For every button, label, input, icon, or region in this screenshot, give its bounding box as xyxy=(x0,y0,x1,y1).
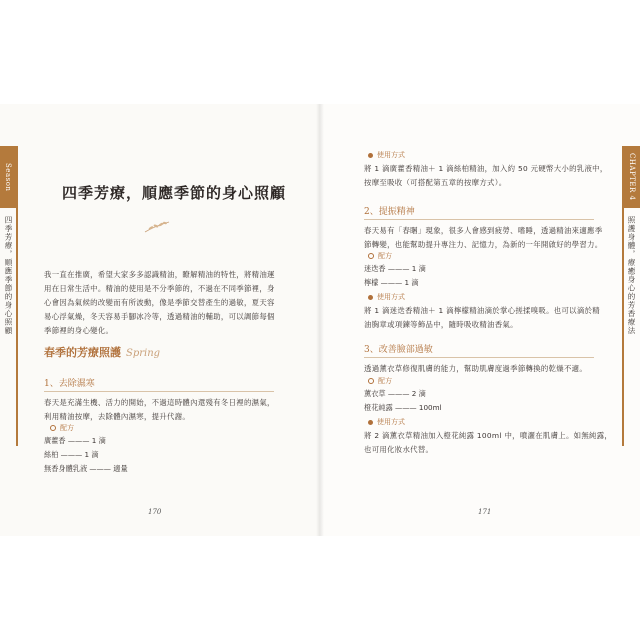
filled-dot-icon xyxy=(368,153,373,158)
recipe-item: 橙花純露 ——— 100ml xyxy=(364,403,442,412)
page-number-right: 171 xyxy=(478,508,492,516)
subsection-3-paragraph xyxy=(364,362,587,376)
recipe-label: 配方 xyxy=(368,376,392,386)
para-line: 春天易有「春睏」現象，很多人會感到疲勞、嗜睡，透過精油來適應季 xyxy=(364,226,603,235)
sprig-icon xyxy=(143,220,171,234)
para-line: 油胸章或項鍊等飾品中，隨時吸收精油香氣。 xyxy=(364,320,518,329)
filled-dot-icon xyxy=(368,295,373,300)
section-script: Spring xyxy=(126,348,161,359)
recipe-item: 無香身體乳液 ——— 適量 xyxy=(44,464,128,473)
usage-label: 使用方式 xyxy=(368,150,405,160)
recipe-item: 廣藿香 ——— 1 滴 xyxy=(44,436,106,445)
book-spread xyxy=(0,104,640,536)
recipe-item: 迷迭香 ——— 1 滴 xyxy=(364,264,426,273)
subsection-title-2: 2、提振精神 xyxy=(364,207,415,217)
open-dot-icon xyxy=(50,425,56,431)
intro-paragraph xyxy=(44,268,275,338)
right-side-caption: 照護身體，療癒身心的芳香療法 xyxy=(627,216,636,335)
section-title-text: 春季的芳療照護 xyxy=(44,346,121,359)
usage-2-paragraph xyxy=(364,304,600,332)
page-title: 四季芳療，順應季節的身心照顧 xyxy=(62,184,287,202)
usage-3-paragraph xyxy=(364,429,612,457)
subsection-title-1: 1、去除濕寒 xyxy=(44,379,95,389)
para-line: 春天是充滿生機、活力的開始，不過這時體內還殘有冬日裡的濕氣， xyxy=(44,398,275,407)
para-line: 利用精油按摩，去除體內濕寒，提升代謝。 xyxy=(44,412,191,421)
intro-line: 用在日常生活中。精油的使用是不分季節的，不過在不同季節裡，身 xyxy=(44,284,275,293)
intro-line: 心會因為氣候的改變而有所波動，像是季節交替產生的過敏，夏天容 xyxy=(44,298,275,307)
right-tab-label: CHAPTER 4 xyxy=(628,153,636,201)
open-dot-icon xyxy=(368,253,374,259)
recipe-item: 檸檬 ——— 1 滴 xyxy=(364,278,419,287)
recipe-item: 薰衣草 ——— 2 滴 xyxy=(364,389,426,398)
right-tab-strip xyxy=(622,146,624,446)
para-line: 也可用化妝水代替。 xyxy=(364,445,434,454)
page-number-left: 170 xyxy=(148,508,162,516)
subsection-2-paragraph xyxy=(364,224,602,252)
para-line: 將 2 滴薰衣草精油加入橙花純露 100ml 中，噴灑在肌膚上。如無純露， xyxy=(364,431,613,440)
para-line: 將 1 滴廣藿香精油＋ 1 滴絲柏精油，加入約 50 元硬幣大小的乳液中， xyxy=(364,164,608,173)
recipe-label: 配方 xyxy=(368,251,392,261)
subsection-divider xyxy=(44,391,274,392)
right-side-tab xyxy=(624,146,640,208)
intro-line: 季節裡的身心變化。 xyxy=(44,326,114,335)
right-page xyxy=(320,104,640,536)
left-tab-label: Season xyxy=(4,162,12,192)
usage-1-paragraph xyxy=(364,162,608,190)
intro-line: 我一直在推廣，希望大家多多認識精油，瞭解精油的特性，將精油運 xyxy=(44,270,275,279)
intro-line: 易心浮氣燥，冬天容易手腳冰冷等，透過精油的輔助，可以調節每個 xyxy=(44,312,275,321)
left-page xyxy=(0,104,320,536)
recipe-label: 配方 xyxy=(50,423,74,433)
left-side-caption: 四季芳療，順應季節的身心照顧 xyxy=(4,216,13,335)
para-line: 節轉變，也能幫助提升專注力、記憶力，為新的一年開啟好的學習力。 xyxy=(364,240,603,249)
filled-dot-icon xyxy=(368,420,373,425)
para-line: 按摩至吸收（可搭配第五章的按摩方式）。 xyxy=(364,178,507,187)
usage-label: 使用方式 xyxy=(368,417,405,427)
subsection-1-paragraph xyxy=(44,396,275,424)
section-title xyxy=(44,344,160,360)
subsection-divider xyxy=(364,219,594,220)
left-side-tab xyxy=(0,146,16,208)
subsection-divider xyxy=(364,357,594,358)
usage-label: 使用方式 xyxy=(368,292,405,302)
para-line: 將 1 滴迷迭香精油＋ 1 滴檸檬精油滴於掌心搓揉嗅吸。也可以滴於精 xyxy=(364,306,600,315)
left-tab-strip xyxy=(16,146,18,446)
recipe-item: 絲柏 ——— 1 滴 xyxy=(44,450,99,459)
book-gutter xyxy=(316,104,324,536)
subsection-title-3: 3、改善臉部過敏 xyxy=(364,345,433,355)
open-dot-icon xyxy=(368,378,374,384)
para-line: 透過薰衣草修復肌膚的能力，幫助肌膚度過季節轉換的乾燥不適。 xyxy=(364,364,588,373)
